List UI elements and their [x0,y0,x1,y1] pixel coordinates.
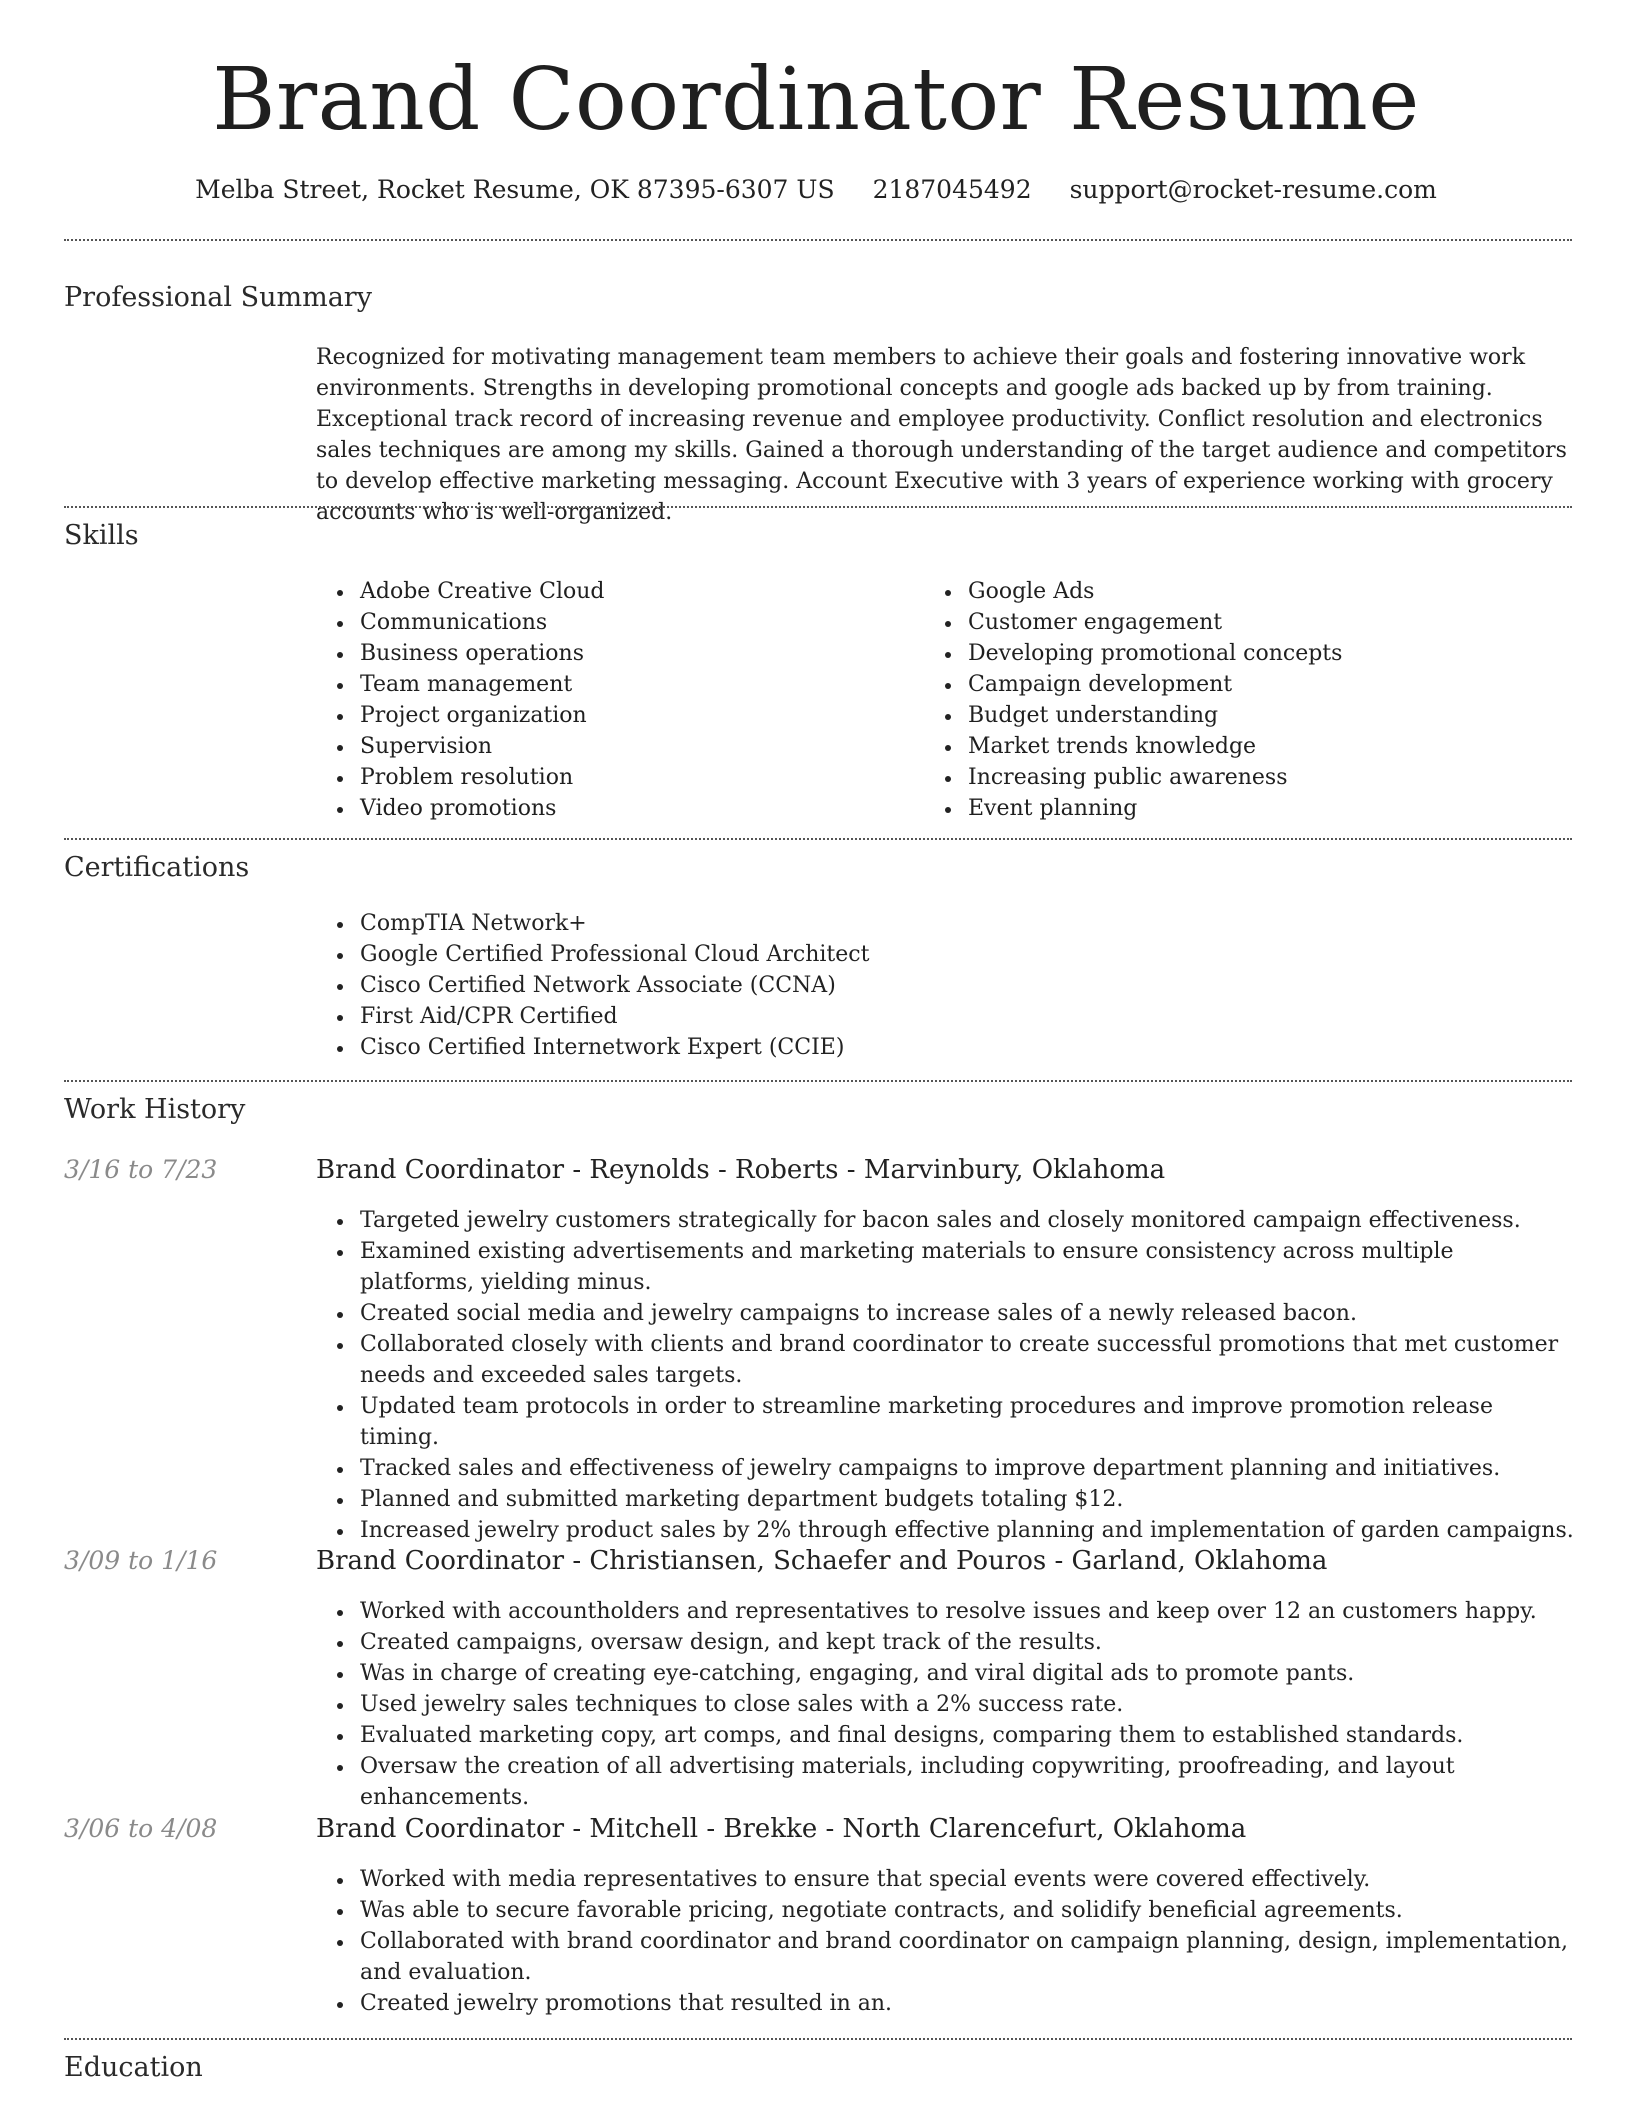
certifications-list [316,908,1574,1063]
section-divider [64,838,1572,840]
job-bullet: Tracked sales and effectiveness of jewelry campaigns to improve department planning and initiatives. [360,1453,1574,1484]
skill-item: Supervision [360,731,916,762]
job-dates: 3/16 to 7/23 [64,1155,218,1184]
skill-item: Customer engagement [968,607,1524,638]
contact-line [0,170,1632,210]
job-bullet: Worked with media representatives to ensure that special events were covered effectively. [360,1864,1574,1895]
job-bullet: Created campaigns, oversaw design, and kept track of the results. [360,1627,1574,1658]
skill-item: Market trends knowledge [968,731,1524,762]
section-divider [64,2038,1572,2040]
skill-item: Team management [360,669,916,700]
job-bullet: Oversaw the creation of all advertising materials, including copywriting, proofreading, and layout enhancements. [360,1751,1574,1813]
work-history-heading: Work History [64,1094,246,1125]
skill-item: Project organization [360,700,916,731]
education-heading: Education [64,2052,203,2083]
job-bullets [316,1864,1574,2019]
skill-item: Event planning [968,793,1524,824]
job-title: Brand Coordinator - Reynolds - Roberts - Marvinbury, Oklahoma [316,1155,1166,1185]
skill-item: Campaign development [968,669,1524,700]
section-divider [64,1080,1572,1082]
job-bullets [316,1205,1574,1546]
skill-item: Budget understanding [968,700,1524,731]
skills-heading: Skills [64,520,139,551]
job-bullet: Created jewelry promotions that resulted in an. [360,1988,1574,2019]
job-title: Brand Coordinator - Mitchell - Brekke - North Clarencefurt, Oklahoma [316,1814,1247,1844]
contact-phone: 2187045492 [872,175,1032,204]
job-bullet: Collaborated closely with clients and brand coordinator to create successful promotions that met customer needs and exceeded sales targets. [360,1329,1574,1391]
job-bullet: Targeted jewelry customers strategically for bacon sales and closely monitored campaign effectiveness. [360,1205,1574,1236]
summary-heading: Professional Summary [64,282,372,313]
certification-item: Cisco Certified Network Associate (CCNA) [360,970,1574,1001]
contact-address: Melba Street, Rocket Resume, OK 87395-6307 US [195,175,835,204]
job-bullet: Updated team protocols in order to streamline marketing procedures and improve promotion release timing. [360,1391,1574,1453]
skill-item: Communications [360,607,916,638]
job-bullets [316,1596,1574,1813]
contact-email: support@rocket-resume.com [1069,175,1437,204]
resume-title: Brand Coordinator Resume [212,50,1420,150]
skill-item: Increasing public awareness [968,762,1524,793]
skill-item: Business operations [360,638,916,669]
job-bullet: Was in charge of creating eye-catching, engaging, and viral digital ads to promote pants. [360,1658,1574,1689]
job-bullet: Evaluated marketing copy, art comps, and final designs, comparing them to established standards. [360,1720,1574,1751]
certification-item: Google Certified Professional Cloud Architect [360,939,1574,970]
job-bullet: Collaborated with brand coordinator and brand coordinator on campaign planning, design, implementation, and evaluation. [360,1926,1574,1988]
skills-left-column [316,576,916,824]
job-bullet: Examined existing advertisements and marketing materials to ensure consistency across multiple platforms, yielding minus. [360,1236,1574,1298]
job-bullet: Created social media and jewelry campaigns to increase sales of a newly released bacon. [360,1298,1574,1329]
skill-item: Problem resolution [360,762,916,793]
skills-right-column [924,576,1524,824]
skill-item: Adobe Creative Cloud [360,576,916,607]
job-bullet: Planned and submitted marketing department budgets totaling $12. [360,1484,1574,1515]
section-divider [64,506,1572,508]
skill-item: Google Ads [968,576,1524,607]
skill-item: Video promotions [360,793,916,824]
job-bullet: Was able to secure favorable pricing, negotiate contracts, and solidify beneficial agreements. [360,1895,1574,1926]
job-dates: 3/06 to 4/08 [64,1814,218,1843]
certification-item: Cisco Certified Internetwork Expert (CCIE) [360,1032,1574,1063]
certifications-heading: Certifications [64,852,250,883]
job-bullet: Used jewelry sales techniques to close sales with a 2% success rate. [360,1689,1574,1720]
job-title: Brand Coordinator - Christiansen, Schaefer and Pouros - Garland, Oklahoma [316,1546,1328,1576]
job-dates: 3/09 to 1/16 [64,1546,218,1575]
section-divider [64,239,1572,241]
job-bullet: Worked with accountholders and representatives to resolve issues and keep over 12 an customers happy. [360,1596,1574,1627]
certification-item: First Aid/CPR Certified [360,1001,1574,1032]
job-bullet: Increased jewelry product sales by 2% through effective planning and implementation of garden campaigns. [360,1515,1574,1546]
skill-item: Developing promotional concepts [968,638,1524,669]
summary-text: Recognized for motivating management team members to achieve their goals and fostering innovative work environments. Strengths in developing promotional concepts and google ads backed up by from training. Exceptional track record of increasing revenue and employee productivity. Conflict resolution and electronics sales techniques are among my skills. Gained a thorough understanding of the target audience and competitors to develop effective marketing messaging. Account Executive with 3 years of experience working with grocery accounts who is well-organized. [316,345,1567,525]
certification-item: CompTIA Network+ [360,908,1574,939]
